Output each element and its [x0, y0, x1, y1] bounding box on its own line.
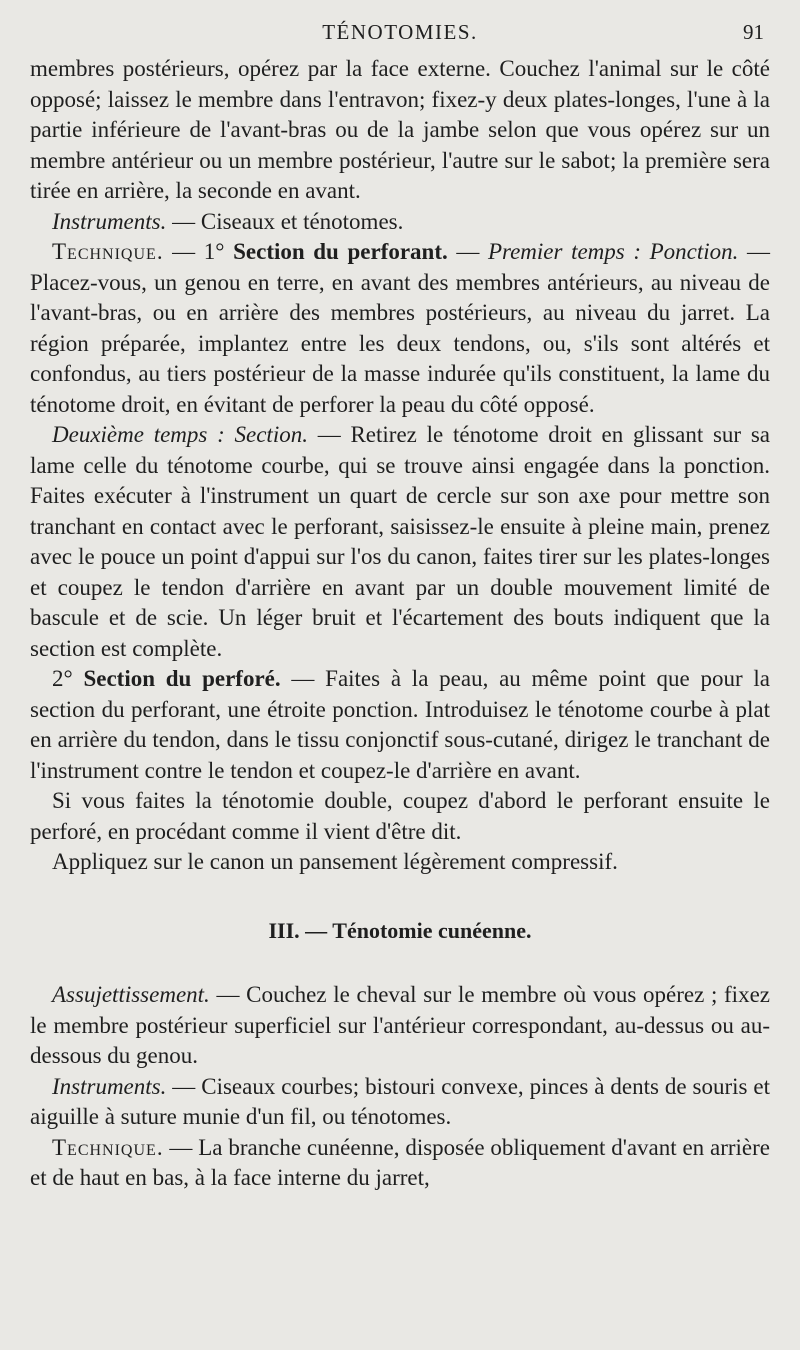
technique-text-2: — La branche cunéenne, disposée obliquement d'avant en arrière et de haut en bas, à la face interne du jarret, — [30, 1134, 770, 1190]
paragraph-assujettissement — [30, 980, 770, 1072]
premier-temps-label: Premier temps : Ponction. — [487, 239, 739, 264]
instruments-text-2: — Ciseaux courbes; bistouri convexe, pinces à dents de souris et aiguille à suture munie d'un fil, ou ténotomes. — [30, 1073, 770, 1129]
section-perfore-text: — Faites à la peau, au même point que pour la section du perforant, une étroite ponction. Introduisez le ténotome courbe à plat en arrière du tendon, dans le tissu conjonctif sous-cutané, dirigez le tranchant de l'instrument contre le tendon et coupez-le d'arrière en avant. — [30, 666, 770, 783]
paragraph-technique-1 — [30, 237, 770, 420]
section-number: 2° — [52, 666, 84, 691]
premier-temps-text: — Placez-vous, un genou en terre, en avant des membres antérieurs, au niveau de l'avant-bras, ou en arrière des membres postérieurs, au niveau du jarret. La région préparée, implantez entre les deux tendons, ou, s'ils sont altérés et confondus, au tiers postérieur de la masse indurée qu'ils constituent, la lame du ténotome droit, en évitant de perforer la peau du côté opposé. — [30, 239, 771, 417]
paragraph-pansement: Appliquez sur le canon un pansement légèrement compressif. — [52, 849, 618, 874]
running-head — [30, 14, 770, 54]
section-perforant-heading: Section du perforant. — [233, 239, 448, 264]
technique-dash-2: — — [447, 239, 488, 264]
paragraph-technique-2 — [30, 1133, 770, 1194]
paragraph-instruments-2 — [30, 1072, 770, 1133]
paragraph-section-perfore — [30, 664, 770, 786]
body-text — [30, 54, 770, 1194]
paragraph-tenotomie-double: Si vous faites la ténotomie double, coupez d'abord le perforant ensuite le perforé, en procédant comme il vient d'être dit. — [30, 788, 770, 844]
running-head-title: TÉNOTOMIES. — [322, 20, 478, 44]
section-heading: III. — Ténotomie cunéenne. — [268, 917, 532, 943]
technique-label: Technique. — [52, 239, 164, 264]
instruments-text: — Ciseaux et ténotomes. — [166, 208, 404, 234]
paragraph-deuxieme-temps — [30, 420, 770, 664]
paragraph-instruments — [30, 207, 770, 238]
assujettissement-label: Assujettissement. — [52, 982, 210, 1007]
section-perfore-heading: Section du perforé. — [83, 666, 281, 691]
instruments-label: Instruments. — [52, 208, 167, 234]
instruments-label-2: Instruments. — [52, 1073, 167, 1099]
technique-label-2: Technique. — [52, 1134, 164, 1160]
technique-dash: — 1° — [163, 239, 234, 264]
deuxieme-temps-text: — Retirez le ténotome droit en glissant sur sa lame celle du ténotome courbe, qui se trouve ainsi engagée dans la ponction. Faites exécuter à l'instrument un quart de cercle sur son axe pour mettre son tranchant en contact avec le perforant, saisissez-le ensuite à pleine main, prenez avec le pouce un point d'appui sur l'os du canon, faites tirer sur les plates-longes et coupez le tendon d'arrière en avant par un double mouvement limité de bascule et de scie. Un léger bruit et l'écartement des bouts indiquent que la section est complète. — [30, 422, 770, 661]
page-number: 91 — [743, 20, 764, 44]
deuxieme-temps-label: Deuxième temps : Section. — [52, 422, 308, 447]
assujettissement-text: — Couchez le cheval sur le membre où vous opérez ; fixez le membre postérieur superficiel sur l'antérieur correspondant, au-dessus ou au-dessous du genou. — [30, 982, 770, 1068]
paragraph-1: membres postérieurs, opérez par la face externe. Couchez l'animal sur le côté opposé; laissez le membre dans l'entravon; fixez-y deux plates-longes, l'une à la partie inférieure de l'avant-bras ou de la jambe selon que vous opérez sur un membre antérieur ou un membre postérieur, l'autre sur le sabot; la première sera tirée en arrière, la seconde en avant. — [30, 56, 770, 203]
